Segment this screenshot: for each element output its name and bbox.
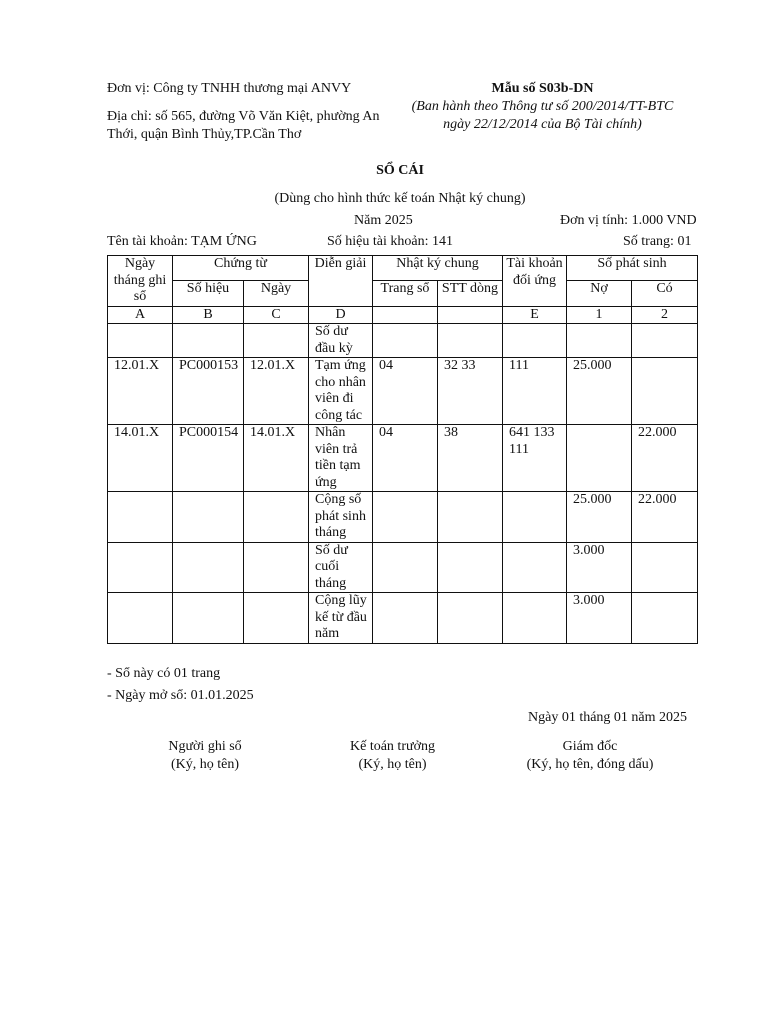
- table-row: [108, 542, 698, 593]
- cell-voucher-date: [244, 492, 309, 543]
- cell-contra: [503, 542, 567, 593]
- cell-date: [108, 324, 173, 358]
- header-journal: Nhật ký chung: [373, 256, 503, 281]
- code-cell: B: [173, 306, 244, 324]
- cell-line: [438, 542, 503, 593]
- cell-voucher-date: 12.01.X: [244, 358, 309, 425]
- cell-voucher-no: [173, 593, 244, 644]
- cell-credit: 22.000: [632, 425, 698, 492]
- cell-credit: [632, 358, 698, 425]
- cell-debit: 3.000: [567, 593, 632, 644]
- account-code: Số hiệu tài khoản: 141: [327, 234, 453, 249]
- document-subtitle: (Dùng cho hình thức kế toán Nhật ký chung): [274, 191, 526, 206]
- header-debit: Nợ: [567, 281, 632, 306]
- code-cell: E: [503, 306, 567, 324]
- table-code-row: [108, 306, 698, 324]
- cell-date: 14.01.X: [108, 425, 173, 492]
- cell-voucher-date: [244, 324, 309, 358]
- cell-debit: [567, 425, 632, 492]
- cell-desc: Tạm ứng cho nhân viên đi công tác: [309, 358, 373, 425]
- code-cell: [438, 306, 503, 324]
- table-row: [108, 593, 698, 644]
- company-name: Đơn vị: Công ty TNHH thương mại ANVY: [107, 81, 352, 96]
- cell-debit: 25.000: [567, 492, 632, 543]
- cell-credit: [632, 542, 698, 593]
- cell-voucher-no: [173, 324, 244, 358]
- cell-page: [373, 492, 438, 543]
- cell-credit: [632, 593, 698, 644]
- cell-line: [438, 492, 503, 543]
- company-address-line1: Địa chỉ: số 565, đường Võ Văn Kiệt, phường An: [107, 109, 380, 124]
- page-number: Số trang: 01: [623, 234, 692, 249]
- cell-contra: [503, 593, 567, 644]
- signature-recorder-title: Người ghi sổ: [168, 739, 242, 754]
- account-name: Tên tài khoản: TẠM ỨNG: [107, 234, 257, 249]
- signature-director-title: Giám đốc: [562, 739, 618, 754]
- form-issued-line1: (Ban hành theo Thông tư số 200/2014/TT-BTC: [411, 99, 674, 114]
- code-cell: A: [108, 306, 173, 324]
- cell-date: [108, 542, 173, 593]
- cell-voucher-date: 14.01.X: [244, 425, 309, 492]
- table-row: [108, 324, 698, 358]
- code-cell: C: [244, 306, 309, 324]
- cell-page: [373, 542, 438, 593]
- header-voucher-date: Ngày: [244, 281, 309, 306]
- signature-chief-note: (Ký, họ tên): [358, 757, 427, 772]
- table-row: [108, 358, 698, 425]
- signature-chief-title: Kế toán trưởng: [350, 739, 435, 754]
- company-address-line2: Thới, quận Bình Thủy,TP.Cần Thơ: [107, 127, 302, 142]
- header-journal-page: Trang sổ: [373, 281, 438, 306]
- cell-date: [108, 492, 173, 543]
- header-journal-line: STT dòng: [438, 281, 503, 306]
- cell-page: [373, 324, 438, 358]
- sign-date: Ngày 01 tháng 01 năm 2025: [528, 710, 688, 725]
- header-credit: Có: [632, 281, 698, 306]
- ledger-table: [107, 255, 698, 644]
- cell-voucher-no: [173, 492, 244, 543]
- cell-desc: Số dư đầu kỳ: [309, 324, 373, 358]
- signature-recorder: [145, 738, 265, 774]
- table-header-row-2: [108, 281, 698, 306]
- cell-line: 32 33: [438, 358, 503, 425]
- signature-director-note: (Ký, họ tên, đóng dấu): [526, 757, 654, 772]
- cell-voucher-no: PC000153: [173, 358, 244, 425]
- form-issued-line2: ngày 22/12/2014 của Bộ Tài chính): [443, 117, 642, 132]
- cell-debit: [567, 324, 632, 358]
- cell-voucher-no: PC000154: [173, 425, 244, 492]
- table-header-row-1: [108, 256, 698, 281]
- cell-desc: Số dư cuối tháng: [309, 542, 373, 593]
- header-description: Diễn giải: [309, 256, 373, 307]
- cell-date: [108, 593, 173, 644]
- cell-contra: 111: [503, 358, 567, 425]
- code-cell: 1: [567, 306, 632, 324]
- cell-voucher-date: [244, 542, 309, 593]
- cell-date: 12.01.X: [108, 358, 173, 425]
- ledger-year: Năm 2025: [354, 213, 413, 228]
- cell-voucher-date: [244, 593, 309, 644]
- code-cell: 2: [632, 306, 698, 324]
- code-cell: [373, 306, 438, 324]
- cell-debit: 25.000: [567, 358, 632, 425]
- currency-unit: Đơn vị tính: 1.000 VND: [560, 213, 697, 228]
- table-row: [108, 425, 698, 492]
- cell-line: [438, 324, 503, 358]
- signature-chief-accountant: [330, 738, 455, 774]
- cell-line: [438, 593, 503, 644]
- cell-page: 04: [373, 425, 438, 492]
- note-open-date: - Ngày mở sổ: 01.01.2025: [107, 688, 254, 703]
- cell-desc: Cộng lũy kế từ đầu năm: [309, 593, 373, 644]
- cell-credit: [632, 324, 698, 358]
- cell-desc: Cộng số phát sinh tháng: [309, 492, 373, 543]
- table-row: [108, 492, 698, 543]
- signature-recorder-note: (Ký, họ tên): [170, 757, 240, 772]
- note-pages: - Sổ này có 01 trang: [107, 666, 221, 681]
- cell-voucher-no: [173, 542, 244, 593]
- header-contra-account: Tài khoản đối ứng: [503, 256, 567, 307]
- cell-line: 38: [438, 425, 503, 492]
- cell-credit: 22.000: [632, 492, 698, 543]
- cell-contra: [503, 324, 567, 358]
- cell-page: [373, 593, 438, 644]
- cell-contra: [503, 492, 567, 543]
- header-voucher-no: Số hiệu: [173, 281, 244, 306]
- cell-contra: 641 133 111: [503, 425, 567, 492]
- form-number: Mẫu số S03b-DN: [491, 81, 594, 96]
- cell-debit: 3.000: [567, 542, 632, 593]
- header-amount: Số phát sinh: [567, 256, 698, 281]
- cell-desc: Nhân viên trả tiền tạm ứng: [309, 425, 373, 492]
- header-date: Ngày tháng ghi sổ: [108, 256, 173, 307]
- cell-page: 04: [373, 358, 438, 425]
- header-voucher: Chứng từ: [173, 256, 309, 281]
- document-title: SỔ CÁI: [376, 163, 424, 178]
- signature-director: [515, 738, 665, 774]
- code-cell: D: [309, 306, 373, 324]
